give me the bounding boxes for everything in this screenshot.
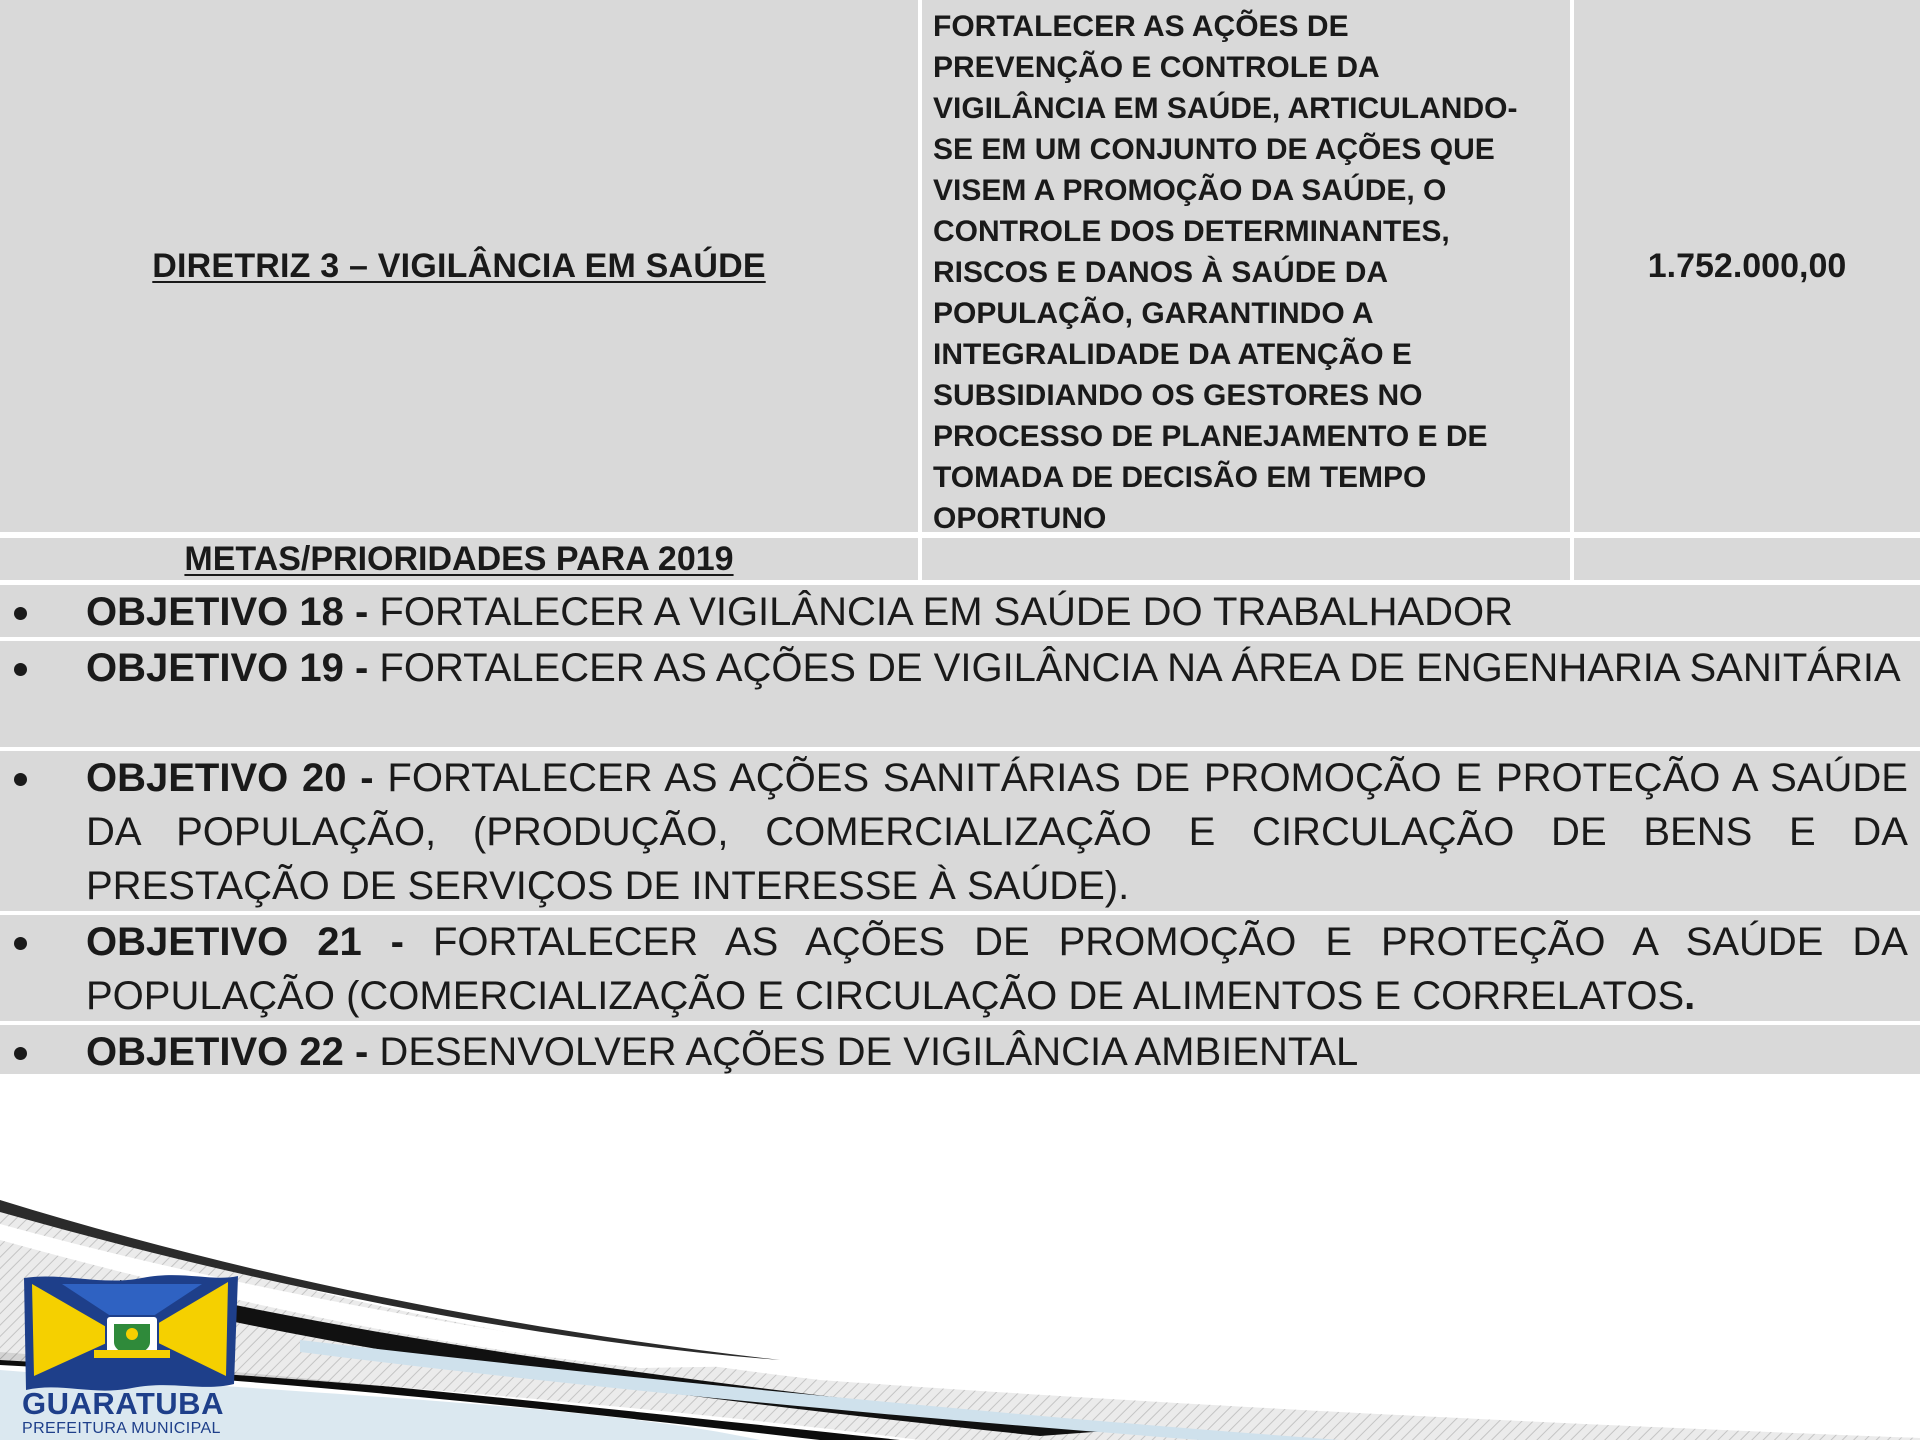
description-line: SUBSIDIANDO OS GESTORES NO xyxy=(933,379,1423,412)
description-line: PROCESSO DE PLANEJAMENTO E DE xyxy=(933,420,1488,453)
empty-cell xyxy=(1574,538,1920,580)
description-line: FORTALECER AS AÇÕES DE xyxy=(933,10,1349,43)
bullet-icon xyxy=(14,663,27,676)
metas-title: METAS/PRIORIDADES PARA 2019 xyxy=(184,539,734,578)
description-text xyxy=(933,6,1558,539)
objective-text: FORTALECER AS AÇÕES DE PROMOÇÃO E PROTEÇÃO A SAÚDE DA POPULAÇÃO (COMERCIALIZAÇÃO E CIRCULAÇÃO DE ALIMENTOS E CORRELATOS xyxy=(86,920,1908,1018)
description-line: PREVENÇÃO E CONTROLE DA xyxy=(933,51,1380,84)
footer-decoration xyxy=(0,1200,1920,1440)
objective-item xyxy=(0,585,1920,637)
description-line: VISEM A PROMOÇÃO DA SAÚDE, O xyxy=(933,174,1447,207)
description-line: OPORTUNO xyxy=(933,502,1107,535)
description-line: VIGILÂNCIA EM SAÚDE, ARTICULANDO- xyxy=(933,92,1518,125)
objective-text: FORTALECER A VIGILÂNCIA EM SAÚDE DO TRABALHADOR xyxy=(368,590,1514,634)
objective-item xyxy=(0,641,1920,747)
valor-amount: 1.752.000,00 xyxy=(1647,246,1847,285)
diretriz-title: DIRETRIZ 3 – VIGILÂNCIA EM SAÚDE xyxy=(152,246,766,285)
objective-text: FORTALECER AS AÇÕES SANITÁRIAS DE PROMOÇÃO E PROTEÇÃO A SAÚDE DA POPULAÇÃO, (PRODUÇÃO, COMERCIALIZAÇÃO E CIRCULAÇÃO DE BENS E DA PRESTAÇÃO DE SERVIÇOS DE INTERESSE À SAÚDE). xyxy=(86,756,1908,908)
objective-label: OBJETIVO 18 - xyxy=(86,590,369,634)
objective-item xyxy=(0,1025,1920,1074)
diretriz-cell xyxy=(0,0,918,532)
objective-label: OBJETIVO 22 - xyxy=(86,1030,369,1074)
objective-label: OBJETIVO 21 - xyxy=(86,920,404,964)
description-line: CONTROLE DOS DETERMINANTES, xyxy=(933,215,1450,248)
objective-label: OBJETIVO 19 - xyxy=(86,646,369,690)
objective-label: OBJETIVO 20 - xyxy=(86,756,374,800)
description-cell xyxy=(922,0,1570,535)
valor-cell xyxy=(1574,0,1920,532)
objective-text: DESENVOLVER AÇÕES DE VIGILÂNCIA AMBIENTAL xyxy=(368,1030,1359,1074)
metas-cell xyxy=(0,538,918,580)
description-line: INTEGRALIDADE DA ATENÇÃO E xyxy=(933,338,1412,371)
objective-text: FORTALECER AS AÇÕES DE VIGILÂNCIA NA ÁREA DE ENGENHARIA SANITÁRIA xyxy=(368,646,1901,690)
empty-cell xyxy=(922,538,1570,580)
description-line: POPULAÇÃO, GARANTINDO A xyxy=(933,297,1374,330)
description-line: SE EM UM CONJUNTO DE AÇÕES QUE xyxy=(933,133,1495,166)
bullet-icon xyxy=(14,607,27,620)
objective-tail: . xyxy=(1684,974,1696,1018)
objective-item xyxy=(0,915,1920,1021)
bullet-icon xyxy=(14,937,27,950)
objective-item xyxy=(0,751,1920,911)
logo-subtitle: PREFEITURA MUNICIPAL xyxy=(22,1420,221,1437)
logo-name: GUARATUBA xyxy=(22,1386,224,1421)
description-line: RISCOS E DANOS À SAÚDE DA xyxy=(933,256,1389,289)
bullet-icon xyxy=(14,773,27,786)
description-line: TOMADA DE DECISÃO EM TEMPO xyxy=(933,461,1427,494)
bullet-icon xyxy=(14,1047,27,1060)
